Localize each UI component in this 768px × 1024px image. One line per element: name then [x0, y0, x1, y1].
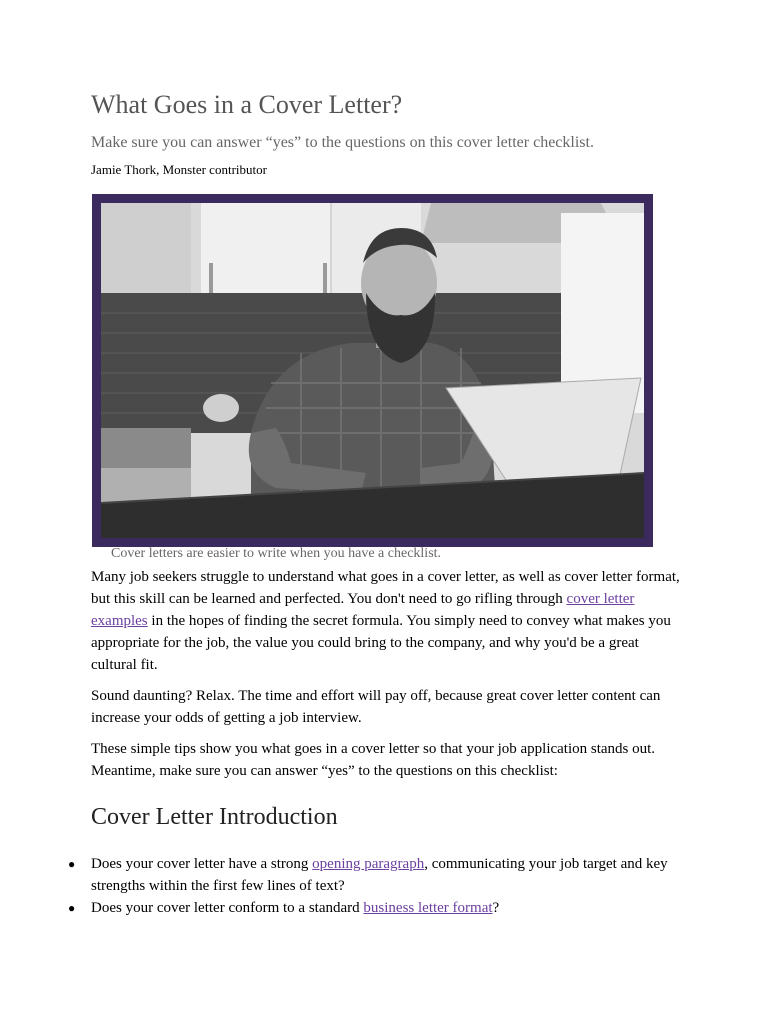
author-byline: Jamie Thork, Monster contributor [91, 162, 267, 177]
list-item [62, 853, 682, 897]
article-photo-frame [92, 194, 653, 547]
article-title: What Goes in a Cover Letter? [91, 90, 403, 119]
bullet-icon: ● [68, 857, 76, 871]
body-paragraph: These simple tips show you what goes in a cover letter so that your job application stands out. Meantime, make sure you can answer “yes” to the questions on this checklist: [91, 741, 656, 779]
list-item-text: Does your cover letter have a strong [91, 856, 313, 872]
list-item [62, 897, 682, 919]
opening-paragraph-link[interactable]: opening paragraph [312, 856, 425, 872]
paragraph-text: Many job seekers struggle to understand what goes in a cover letter, as well as cover letter format, but this skill can be learned and perfected. You don't need to go rifling through [91, 569, 680, 607]
intro-paragraph [91, 566, 681, 676]
article-photo [101, 203, 644, 538]
list-item-text: Does your cover letter conform to a standard [91, 900, 364, 916]
section-heading: Cover Letter Introduction [91, 804, 338, 830]
body-paragraph: Sound daunting? Relax. The time and effort will pay off, because great cover letter content can increase your odds of getting a job interview. [91, 688, 661, 726]
cover-letter-examples-link[interactable]: cover letter examples [91, 591, 635, 629]
image-caption: Cover letters are easier to write when you have a checklist. [111, 546, 442, 561]
bullet-icon: ● [68, 901, 76, 915]
paragraph-text: in the hopes of finding the secret formula. You simply need to convey what makes you appropriate for the job, the value you could bring to the company, and why you'd be a great cultural fit. [91, 613, 671, 673]
business-letter-format-link[interactable]: business letter format [363, 900, 493, 916]
article-subtitle: Make sure you can answer “yes” to the questions on this cover letter checklist. [91, 134, 594, 151]
list-item-text: , communicating your job target and key strengths within the first few lines of text? [91, 856, 668, 894]
list-item-text: ? [492, 900, 500, 916]
checklist [62, 853, 682, 919]
